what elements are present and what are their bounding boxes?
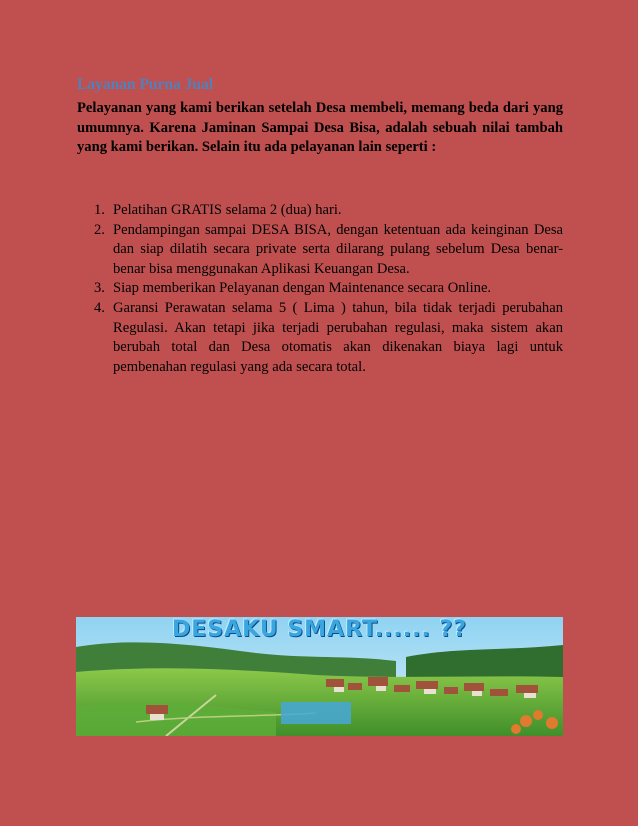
list-item (94, 279, 563, 299)
list-item (94, 201, 563, 221)
list-item-number: 2. (94, 221, 105, 238)
banner-title: DESAKU SMART...... ?? (171, 617, 468, 642)
list-item-text: Garansi Perawatan selama 5 ( Lima ) tahun, bila tidak terjadi perubahan Regulasi. Akan tetapi jika terjadi perubahan regulasi, maka sistem akan berubah total dan Desa otomatis akan dikenakan biaya lagi untuk pembenahan regulasi yang ada secara total. (113, 299, 563, 375)
list-item-number: 1. (94, 202, 105, 218)
list-item-number: 3. (94, 280, 105, 297)
list-item-text: Pendampingan sampai DESA BISA, dengan ketentuan ada keinginan Desa dan siap dilatih secara private serta dilarang pulang sebelum Desa benar-benar bisa menggunakan Aplikasi Keuangan Desa. (113, 221, 563, 277)
list-item (94, 299, 563, 377)
intro-paragraph: Pelayanan yang kami berikan setelah Desa membeli, memang beda dari yang umumnya. Karena Jaminan Sampai Desa Bisa, adalah sebuah nilai tambah yang kami berikan. Selain itu ada pelayanan lain seperti : (77, 100, 563, 156)
section-heading: Layanan Purna Jual (77, 76, 214, 93)
service-list (94, 201, 563, 377)
village-banner-image (76, 617, 563, 736)
list-item-number: 4. (94, 299, 105, 316)
list-item-text: Pelatihan GRATIS selama 2 (dua) hari. (113, 202, 342, 218)
list-item (94, 221, 563, 280)
list-item-text: Siap memberikan Pelayanan dengan Maintenance secara Online. (113, 280, 492, 297)
